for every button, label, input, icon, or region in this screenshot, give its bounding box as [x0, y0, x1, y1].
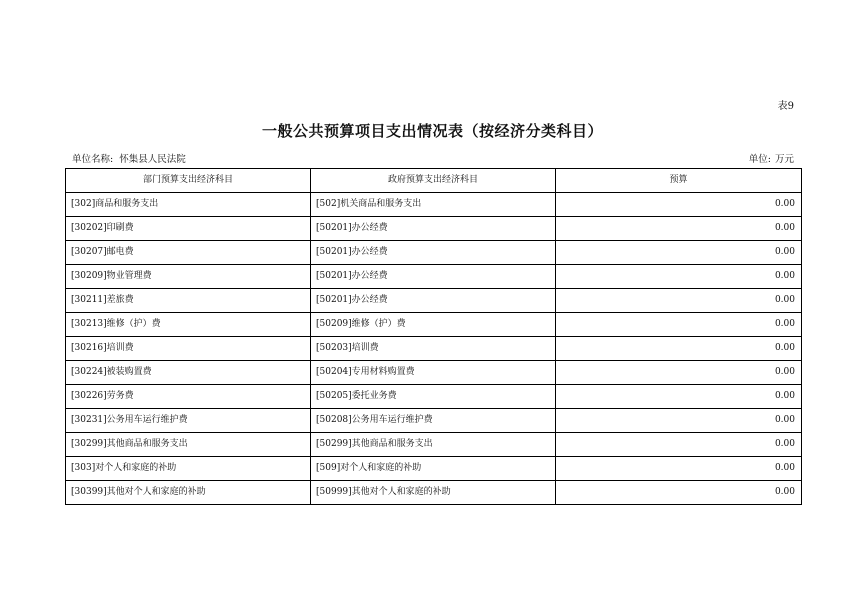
gov-subject-cell: [50201]办公经费 — [311, 217, 556, 241]
table-row — [66, 409, 802, 433]
gov-subject-cell: [50208]公务用车运行维护费 — [311, 409, 556, 433]
gov-subject-cell: [50201]办公经费 — [311, 241, 556, 265]
table-row — [66, 241, 802, 265]
currency-unit-group — [749, 151, 794, 165]
dept-subject-cell: [30202]印刷费 — [66, 217, 311, 241]
budget-amount-cell: 0.00 — [556, 265, 802, 289]
table-row — [66, 481, 802, 505]
dept-subject-cell: [30216]培训费 — [66, 337, 311, 361]
budget-amount-cell: 0.00 — [556, 457, 802, 481]
table-row — [66, 337, 802, 361]
table-header-row — [66, 169, 802, 193]
budget-amount-cell: 0.00 — [556, 481, 802, 505]
dept-subject-cell: [30211]差旅费 — [66, 289, 311, 313]
currency-unit-value: 万元 — [774, 154, 794, 165]
budget-amount-cell: 0.00 — [556, 361, 802, 385]
gov-subject-cell: [50209]维修（护）费 — [311, 313, 556, 337]
table-number: 表9 — [777, 101, 794, 112]
page-title: 一般公共预算项目支出情况表（按经济分类科目） — [261, 122, 603, 140]
dept-subject-cell: [303]对个人和家庭的补助 — [66, 457, 311, 481]
dept-subject-cell: [30224]被装购置费 — [66, 361, 311, 385]
unit-name-value: 怀集县人民法院 — [119, 154, 186, 165]
budget-table — [65, 168, 802, 505]
budget-amount-cell: 0.00 — [556, 289, 802, 313]
unit-name-label: 单位名称: — [72, 154, 114, 165]
budget-amount-cell: 0.00 — [556, 385, 802, 409]
gov-subject-cell: [50999]其他对个人和家庭的补助 — [311, 481, 556, 505]
gov-subject-cell: [50201]办公经费 — [311, 265, 556, 289]
column-header-amount: 预算 — [556, 169, 802, 193]
unit-name-group — [72, 151, 186, 165]
table-row — [66, 457, 802, 481]
column-header-gov: 政府预算支出经济科目 — [311, 169, 556, 193]
gov-subject-cell: [502]机关商品和服务支出 — [311, 193, 556, 217]
dept-subject-cell: [30213]维修（护）费 — [66, 313, 311, 337]
dept-subject-cell: [302]商品和服务支出 — [66, 193, 311, 217]
currency-unit-label: 单位: — [748, 154, 771, 165]
gov-subject-cell: [50201]办公经费 — [311, 289, 556, 313]
dept-subject-cell: [30299]其他商品和服务支出 — [66, 433, 311, 457]
table-row — [66, 313, 802, 337]
column-header-dept: 部门预算支出经济科目 — [66, 169, 311, 193]
table-row — [66, 265, 802, 289]
budget-amount-cell: 0.00 — [556, 409, 802, 433]
table-row — [66, 433, 802, 457]
budget-amount-cell: 0.00 — [556, 241, 802, 265]
budget-amount-cell: 0.00 — [556, 433, 802, 457]
dept-subject-cell: [30226]劳务费 — [66, 385, 311, 409]
table-row — [66, 193, 802, 217]
budget-amount-cell: 0.00 — [556, 337, 802, 361]
gov-subject-cell: [50203]培训费 — [311, 337, 556, 361]
budget-amount-cell: 0.00 — [556, 217, 802, 241]
gov-subject-cell: [509]对个人和家庭的补助 — [311, 457, 556, 481]
dept-subject-cell: [30231]公务用车运行维护费 — [66, 409, 311, 433]
table-row — [66, 385, 802, 409]
table-row — [66, 217, 802, 241]
table-row — [66, 289, 802, 313]
dept-subject-cell: [30209]物业管理费 — [66, 265, 311, 289]
gov-subject-cell: [50299]其他商品和服务支出 — [311, 433, 556, 457]
dept-subject-cell: [30399]其他对个人和家庭的补助 — [66, 481, 311, 505]
budget-amount-cell: 0.00 — [556, 313, 802, 337]
unit-info-row — [72, 151, 794, 165]
gov-subject-cell: [50204]专用材料购置费 — [311, 361, 556, 385]
gov-subject-cell: [50205]委托业务费 — [311, 385, 556, 409]
dept-subject-cell: [30207]邮电费 — [66, 241, 311, 265]
table-body — [66, 193, 802, 505]
budget-amount-cell: 0.00 — [556, 193, 802, 217]
table-row — [66, 361, 802, 385]
